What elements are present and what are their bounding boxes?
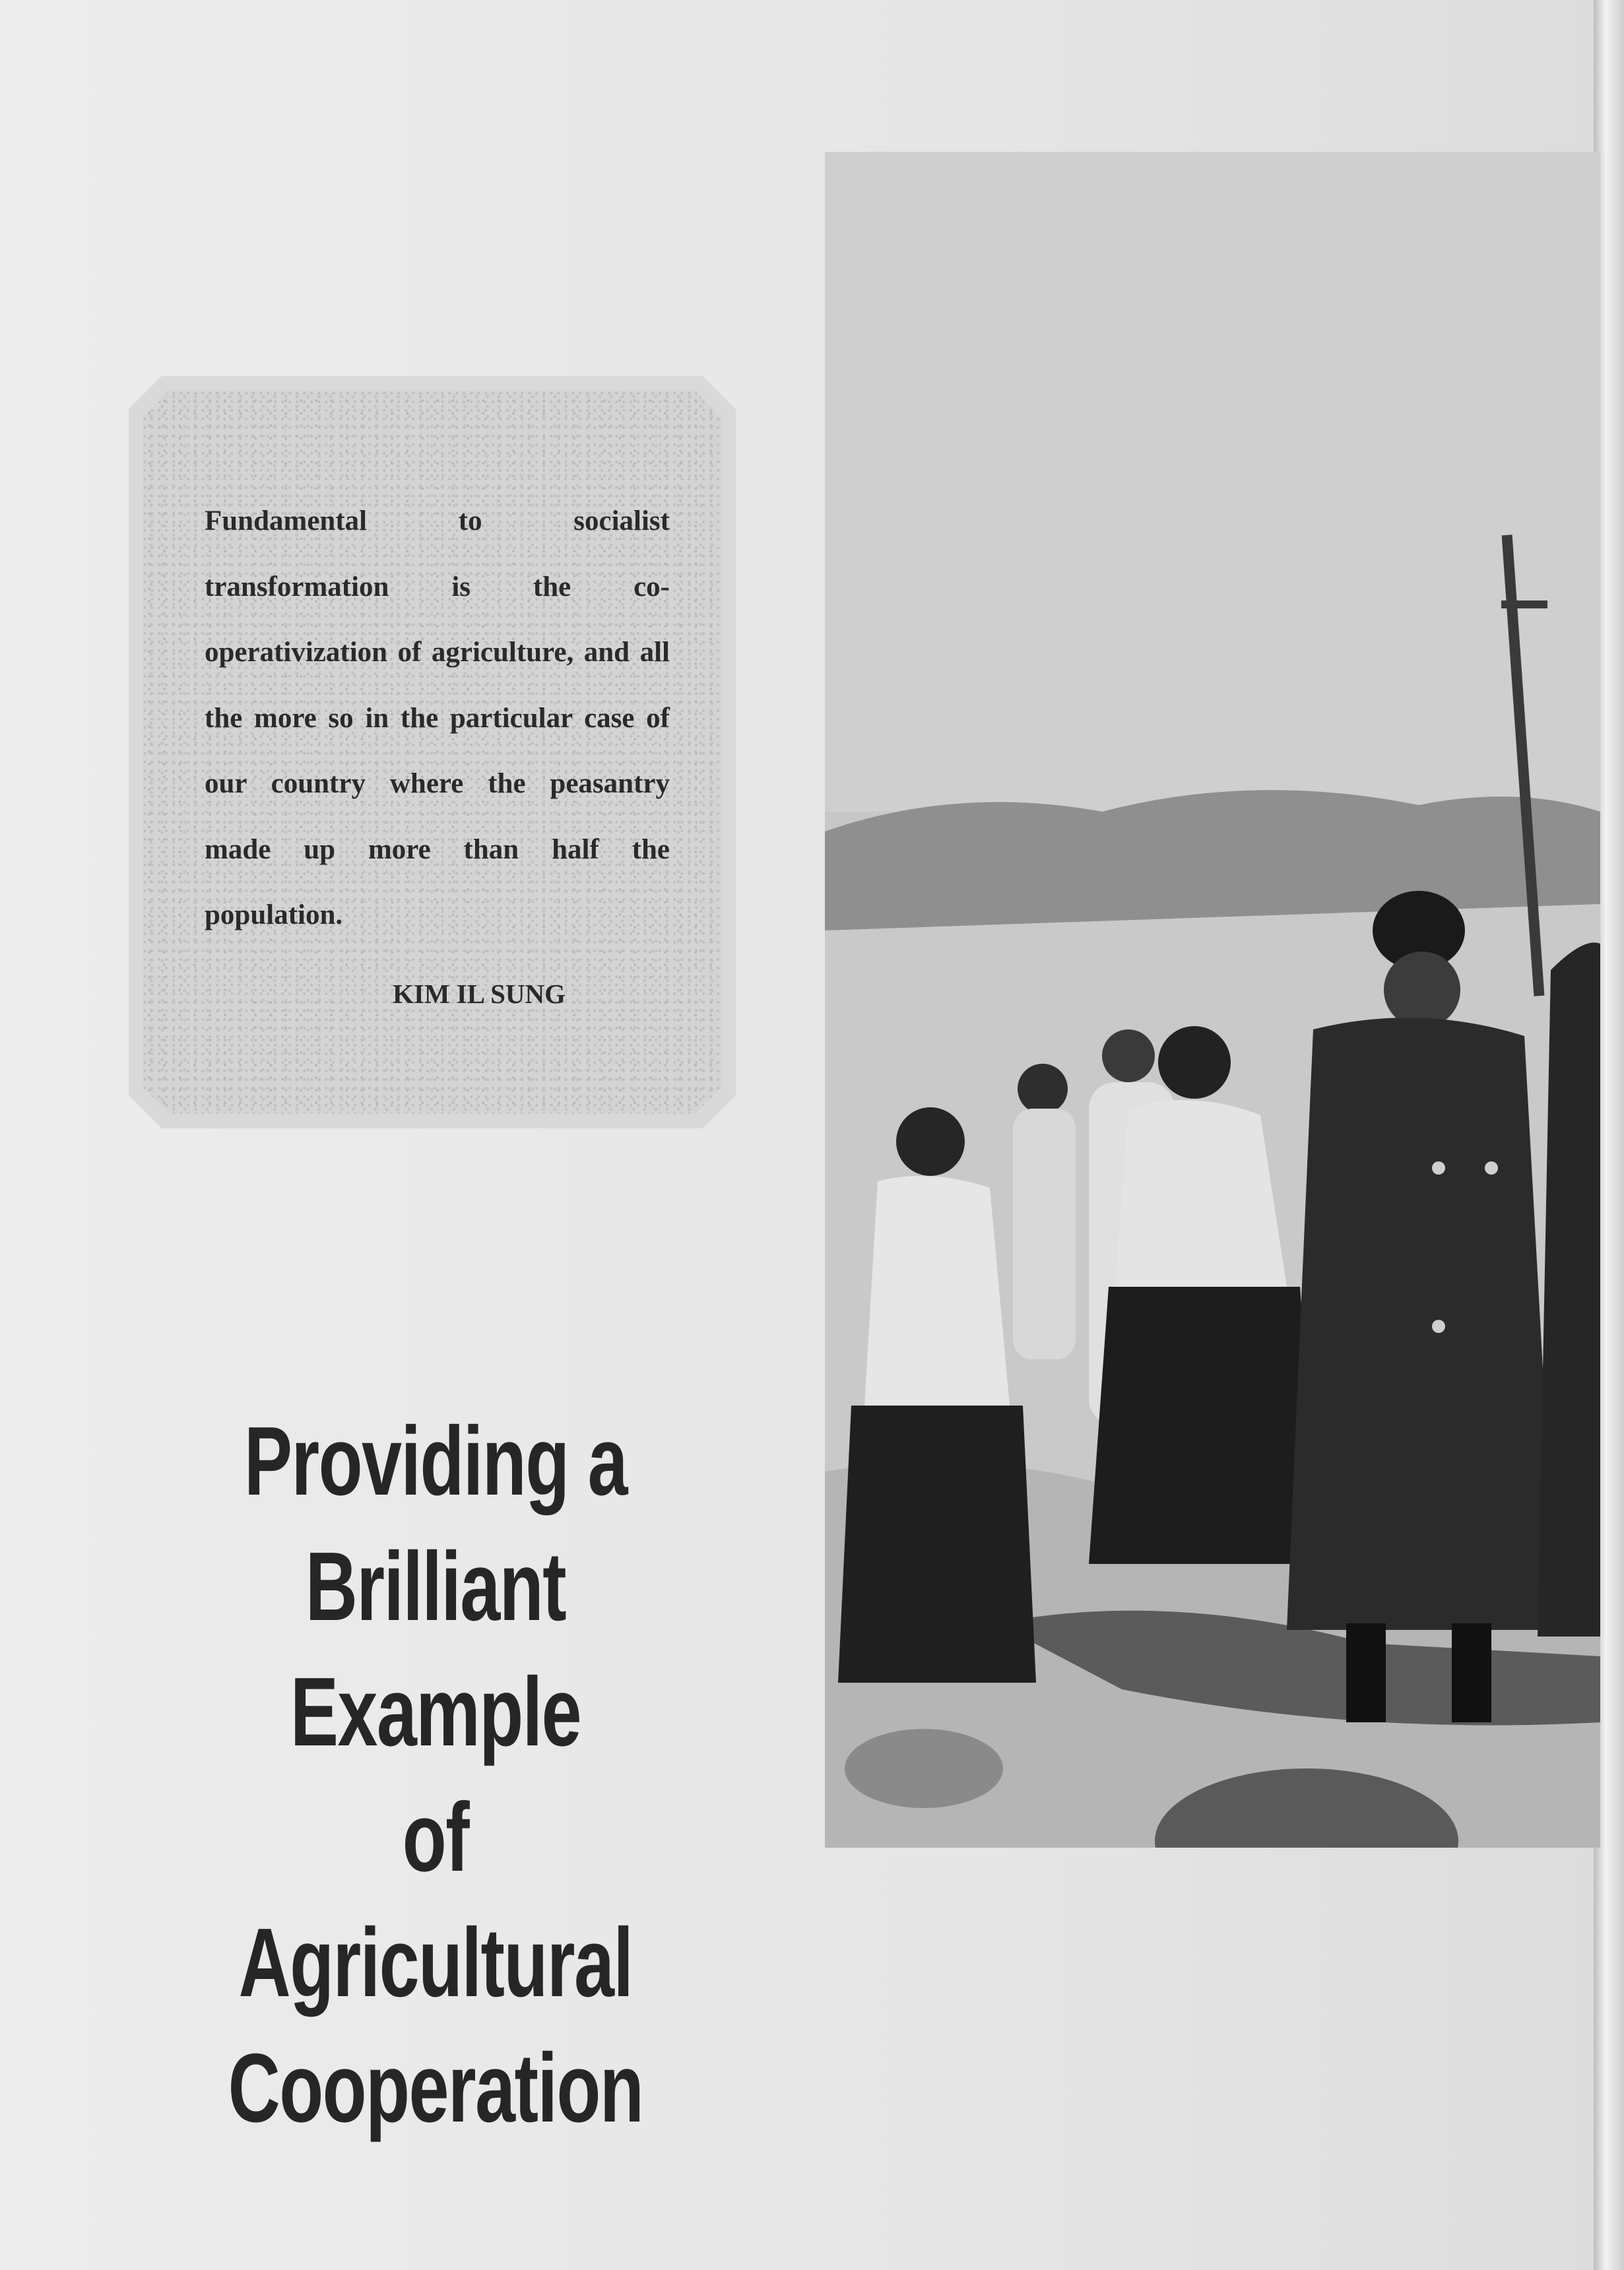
page-title <box>211 1399 661 2151</box>
title-line-2: Brilliant Example <box>290 1532 581 1767</box>
title-line-1: Providing a <box>244 1407 628 1516</box>
quote-text: Fundamental to socialist transformation is the co-operativization of agriculture, and all the more so in the particular case of our country where the peasantry made up more than half the population. <box>205 505 670 930</box>
quote-author: KIM IL SUNG <box>393 979 566 1009</box>
title-line-4: Cooperation <box>228 2034 643 2143</box>
title-line-3: of Agricultural <box>238 1783 633 2017</box>
photograph-icon <box>825 152 1600 1848</box>
photograph <box>825 152 1600 1848</box>
